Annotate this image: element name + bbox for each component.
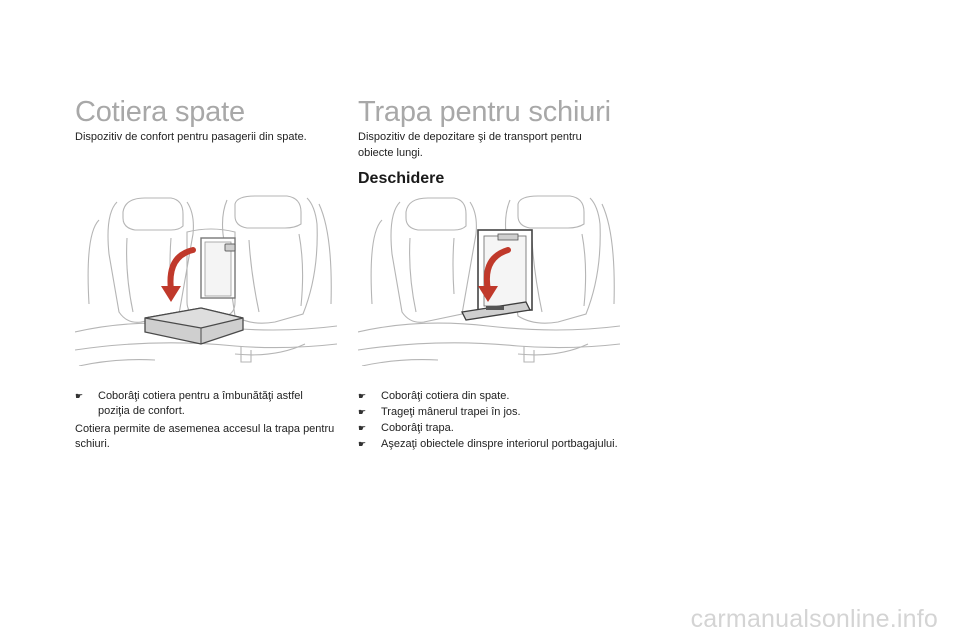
bullet-text: Aşezaţi obiectele dinspre interiorul portbagajului.: [381, 438, 618, 450]
armrest-instructions: [75, 389, 337, 452]
hand-pointer-icon: ☛: [358, 407, 367, 417]
bullet-text: Coborâţi trapa.: [381, 422, 454, 434]
ski-hatch-title: Trapa pentru schiuri: [358, 96, 611, 128]
armrest-note: Cotiera permite de asemenea accesul la trapa pentru schiuri.: [75, 423, 335, 450]
ski-hatch-section: [358, 96, 620, 189]
bullet-text: Trageţi mânerul trapei în jos.: [381, 406, 521, 418]
hand-pointer-icon: ☛: [358, 423, 367, 433]
opening-subheading: Deschidere: [358, 170, 445, 187]
list-item: [358, 405, 620, 420]
hand-pointer-icon: ☛: [358, 439, 367, 449]
list-item: [358, 389, 620, 404]
hand-pointer-icon: ☛: [358, 391, 367, 401]
ski-hatch-illustration: [358, 194, 620, 366]
armrest-section: [75, 96, 337, 145]
armrest-title: Cotiera spate: [75, 96, 245, 128]
ski-hatch-intro: Dispozitiv de depozitare şi de transport pentru obiecte lungi.: [358, 131, 582, 159]
hand-pointer-icon: ☛: [75, 391, 84, 401]
bullet-text: Coborâţi cotiera din spate.: [381, 390, 510, 402]
armrest-intro: Dispozitiv de confort pentru pasagerii din spate.: [75, 131, 307, 143]
opening-instructions: [358, 389, 620, 453]
list-item: [358, 437, 620, 452]
site-watermark: carmanualsonline.info: [690, 605, 938, 633]
list-item: [75, 389, 337, 419]
bullet-text: Coborâţi cotiera pentru a îmbunătăţi astfel poziţia de confort.: [98, 390, 303, 417]
list-item: [358, 421, 620, 436]
armrest-illustration: [75, 194, 337, 366]
